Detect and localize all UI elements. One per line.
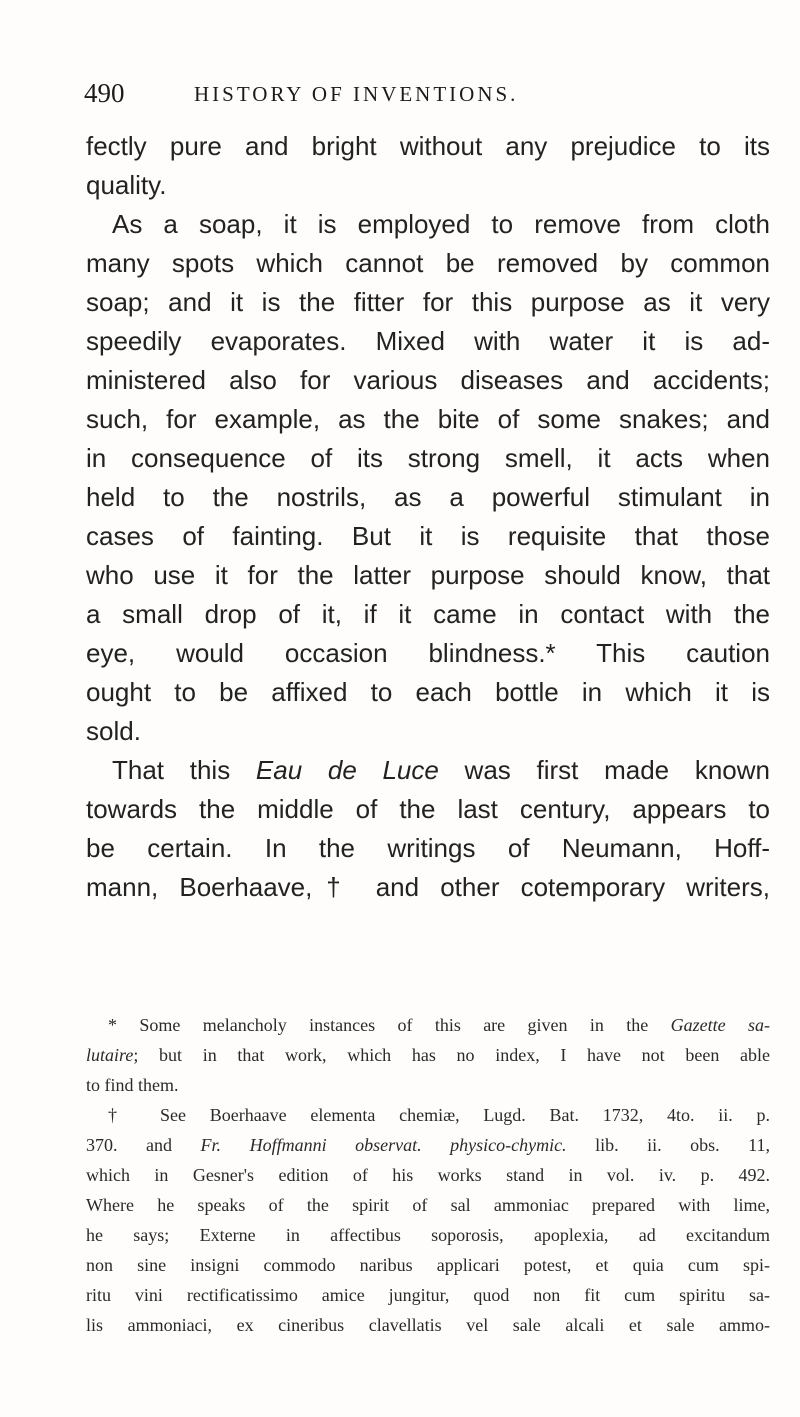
footnote-line [86, 1010, 770, 1040]
text-fragment: That this [112, 755, 256, 785]
text-line: held to the nostrils, as a powerful stimulant in [86, 482, 770, 512]
text-fragment: 370. and [86, 1135, 201, 1155]
footnote-line: he says; Externe in affectibus soporosis, apoplexia, ad excitandum [86, 1225, 770, 1245]
italic-title: lutaire [86, 1045, 134, 1065]
footnotes [86, 1010, 770, 1340]
text-fragment: ; but in that work, which has no index, I have not been able [133, 1045, 770, 1065]
footnote-line [86, 1130, 770, 1160]
text-line: such, for example, as the bite of some snakes; and [86, 404, 770, 434]
main-text [86, 127, 770, 907]
text-line: soap; and it is the fitter for this purpose as it very [86, 287, 770, 317]
text-fragment: lib. ii. obs. 11, [566, 1135, 770, 1155]
text-fragment: was first made known [438, 755, 770, 785]
text-line: fectly pure and bright without any prejudice to its [86, 131, 770, 161]
footnote-line: non sine insigni commodo naribus applicari potest, et quia cum spi- [86, 1255, 770, 1275]
text-line: eye, would occasion blindness.* This caution [86, 638, 770, 668]
text-line: be certain. In the writings of Neumann, Hoff- [86, 833, 770, 863]
footnote-line: † See Boerhaave elementa chemiæ, Lugd. Bat. 1732, 4to. ii. p. [108, 1105, 770, 1125]
text-fragment: * Some melancholy instances of this are given in the [108, 1015, 671, 1035]
footnote-line: lis ammoniaci, ex cineribus clavellatis vel sale alcali et sale ammo- [86, 1315, 770, 1335]
footnote-line: which in Gesner's edition of his works stand in vol. iv. p. 492. [86, 1165, 770, 1185]
text-line: As a soap, it is employed to remove from cloth [112, 209, 770, 239]
text-line: ought to be affixed to each bottle in which it is [86, 677, 770, 707]
page-number: 490 [84, 78, 125, 108]
footnote-line: ritu vini rectificatissimo amice jungitur, quod non fit cum spiritu sa- [86, 1285, 770, 1305]
text-line: mann, Boerhaave,† and other cotemporary writers, [86, 872, 770, 902]
text-line: ministered also for various diseases and accidents; [86, 365, 770, 395]
footnote-line: Where he speaks of the spirit of sal ammoniac prepared with lime, [86, 1195, 770, 1215]
page-header [84, 78, 764, 118]
text-line: speedily evaporates. Mixed with water it is ad- [86, 326, 770, 356]
italic-title: Fr. Hoffmanni observat. physico-chymic. [200, 1135, 567, 1155]
text-line: many spots which cannot be removed by common [86, 248, 770, 278]
text-line [86, 751, 770, 790]
text-line: in consequence of its strong smell, it acts when [86, 443, 770, 473]
text-line: who use it for the latter purpose should know, that [86, 560, 770, 590]
italic-title: Gazette sa- [670, 1015, 771, 1035]
text-line: a small drop of it, if it came in contact with the [86, 599, 770, 629]
text-line: towards the middle of the last century, appears to [86, 794, 770, 824]
text-line: sold. [86, 716, 141, 746]
footnote-line [86, 1040, 770, 1070]
running-title: HISTORY OF INVENTIONS. [194, 82, 519, 106]
text-line: quality. [86, 170, 167, 200]
text-line: cases of fainting. But it is requisite that those [86, 521, 770, 551]
italic-title: Eau de Luce [255, 755, 439, 785]
footnote-line: to find them. [86, 1075, 179, 1095]
